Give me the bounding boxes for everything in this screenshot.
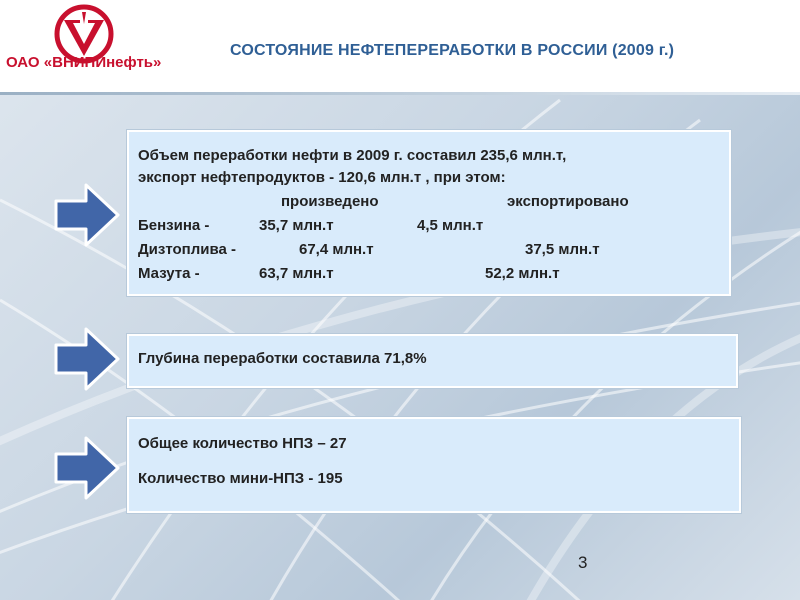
mini-refinery-count-text: Количество мини-НПЗ - 195 [138, 470, 343, 487]
exported-value: 52,2 млн.т [485, 265, 560, 282]
column-header-produced: произведено [281, 193, 379, 210]
refinery-count-text: Общее количество НПЗ – 27 [138, 435, 347, 452]
refining-depth-text: Глубина переработки составила 71,8% [138, 350, 427, 367]
exported-value: 37,5 млн.т [525, 241, 600, 258]
refinery-count-box [127, 417, 741, 513]
product-label: Мазута - [138, 265, 200, 282]
page-title: СОСТОЯНИЕ НЕФТЕПЕРЕРАБОТКИ В РОССИИ (2009 г.) [230, 42, 675, 59]
produced-value: 67,4 млн.т [299, 241, 374, 258]
refining-volume-box [127, 130, 731, 296]
header-divider [0, 92, 800, 95]
arrow-right-icon [54, 327, 120, 391]
page-number: 3 [578, 553, 588, 572]
refining-depth-box [127, 334, 738, 388]
export-volume-text: экспорт нефтепродуктов - 120,6 млн.т , при этом: [138, 169, 506, 186]
exported-value: 4,5 млн.т [417, 217, 484, 234]
arrow-right-icon [54, 183, 120, 247]
product-label: Дизтоплива - [138, 241, 237, 258]
refining-volume-text: Объем переработки нефти в 2009 г. составил 235,6 млн.т, [138, 147, 567, 164]
arrow-right-icon [54, 436, 120, 500]
product-label: Бензина - [138, 217, 210, 234]
company-name: ОАО «ВНИПИнефть» [6, 54, 162, 71]
produced-value: 35,7 млн.т [259, 217, 334, 234]
column-header-exported: экспортировано [507, 193, 629, 210]
produced-value: 63,7 млн.т [259, 265, 334, 282]
